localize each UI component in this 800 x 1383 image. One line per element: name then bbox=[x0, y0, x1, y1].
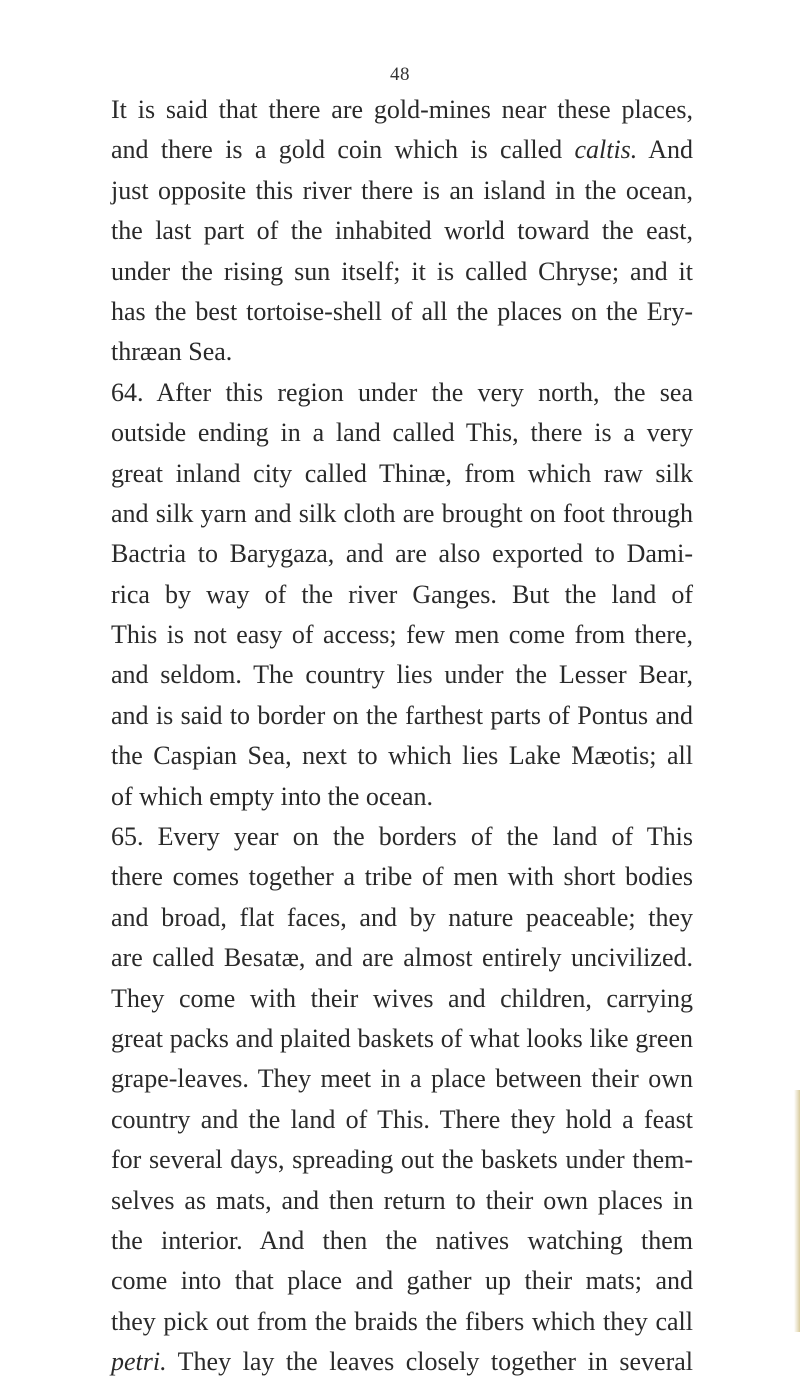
text-segment: are called Besatæ, and are almost entirely uncivilized. bbox=[111, 943, 693, 973]
text-segment: great inland city called Thinæ, from which raw silk bbox=[111, 458, 693, 488]
text-segment: for several days, spreading out the baskets under them- bbox=[111, 1145, 693, 1175]
text-line bbox=[111, 777, 693, 817]
text-segment: country and the land of This. There they hold a feast bbox=[111, 1104, 693, 1134]
text-line bbox=[111, 1342, 693, 1382]
text-segment: and there is a gold coin which is called bbox=[111, 135, 575, 165]
text-segment: Bactria to Barygaza, and are also exported to Dami- bbox=[111, 539, 693, 569]
text-line bbox=[111, 1181, 693, 1221]
text-line bbox=[111, 938, 693, 978]
text-segment: just opposite this river there is an island in the ocean, bbox=[111, 175, 693, 205]
text-segment: and silk yarn and silk cloth are brought on foot through bbox=[111, 498, 693, 528]
text-segment: They lay the leaves closely together in several bbox=[166, 1347, 693, 1377]
text-segment: And bbox=[637, 135, 694, 165]
page-number: 48 bbox=[390, 64, 410, 85]
text-segment: the last part of the inhabited world toward the east, bbox=[111, 216, 693, 246]
text-line bbox=[111, 534, 693, 574]
text-segment: there comes together a tribe of men with short bodies bbox=[111, 862, 693, 892]
text-line bbox=[111, 494, 693, 534]
text-segment: This is not easy of access; few men come from there, bbox=[111, 620, 693, 650]
text-line bbox=[111, 655, 693, 695]
text-line bbox=[111, 857, 693, 897]
text-line bbox=[111, 373, 693, 413]
text-line bbox=[111, 1059, 693, 1099]
text-line bbox=[111, 1221, 693, 1261]
text-line bbox=[111, 252, 693, 292]
text-line bbox=[111, 696, 693, 736]
text-segment: the Caspian Sea, next to which lies Lake Mæotis; all bbox=[111, 741, 693, 771]
text-line bbox=[111, 736, 693, 776]
page-edge-shadow bbox=[794, 1090, 800, 1332]
text-line bbox=[111, 332, 693, 372]
text-line bbox=[111, 1100, 693, 1140]
text-segment: under the rising sun itself; it is called Chryse; and it bbox=[111, 256, 693, 286]
text-line bbox=[111, 454, 693, 494]
text-line bbox=[111, 130, 693, 170]
text-segment: selves as mats, and then return to their own places in bbox=[111, 1185, 693, 1215]
text-line bbox=[111, 211, 693, 251]
italic-term: caltis. bbox=[574, 135, 638, 165]
text-segment: the interior. And then the natives watching them bbox=[111, 1225, 693, 1255]
text-segment: and seldom. The country lies under the Lesser Bear, bbox=[111, 660, 693, 690]
text-segment: great packs and plaited baskets of what looks like green bbox=[111, 1023, 693, 1053]
text-segment: outside ending in a land called This, there is a very bbox=[111, 418, 693, 448]
text-line bbox=[111, 979, 693, 1019]
italic-term: petri. bbox=[111, 1347, 167, 1377]
text-segment: of which empty into the ocean. bbox=[111, 781, 434, 811]
text-line bbox=[111, 615, 693, 655]
text-line bbox=[111, 413, 693, 453]
text-segment: grape-leaves. They meet in a place between their own bbox=[111, 1064, 693, 1094]
text-line bbox=[111, 292, 693, 332]
text-segment: thræan Sea. bbox=[111, 337, 233, 367]
text-line bbox=[111, 898, 693, 938]
text-line bbox=[111, 575, 693, 615]
text-segment: 65. Every year on the borders of the land of This bbox=[111, 822, 693, 852]
text-segment: 64. After this region under the very north, the sea bbox=[111, 377, 693, 407]
text-line bbox=[111, 1302, 693, 1342]
text-line bbox=[111, 817, 693, 857]
text-segment: and broad, flat faces, and by nature peaceable; they bbox=[111, 902, 693, 932]
text-line bbox=[111, 171, 693, 211]
text-segment: they pick out from the braids the fibers which they call bbox=[111, 1306, 693, 1336]
text-segment: rica by way of the river Ganges. But the land of bbox=[111, 579, 693, 609]
text-segment: It is said that there are gold-mines near these places, bbox=[111, 95, 693, 124]
text-line bbox=[111, 1261, 693, 1301]
text-segment: and is said to border on the farthest parts of Pontus and bbox=[111, 700, 693, 730]
text-segment: come into that place and gather up their mats; and bbox=[111, 1266, 693, 1296]
text-line bbox=[111, 1140, 693, 1180]
text-line bbox=[111, 1019, 693, 1059]
text-segment: has the best tortoise-shell of all the places on the Ery- bbox=[111, 296, 693, 326]
text-line bbox=[111, 90, 693, 130]
text-segment: They come with their wives and children, carrying bbox=[111, 983, 693, 1013]
body-text bbox=[111, 90, 693, 1383]
